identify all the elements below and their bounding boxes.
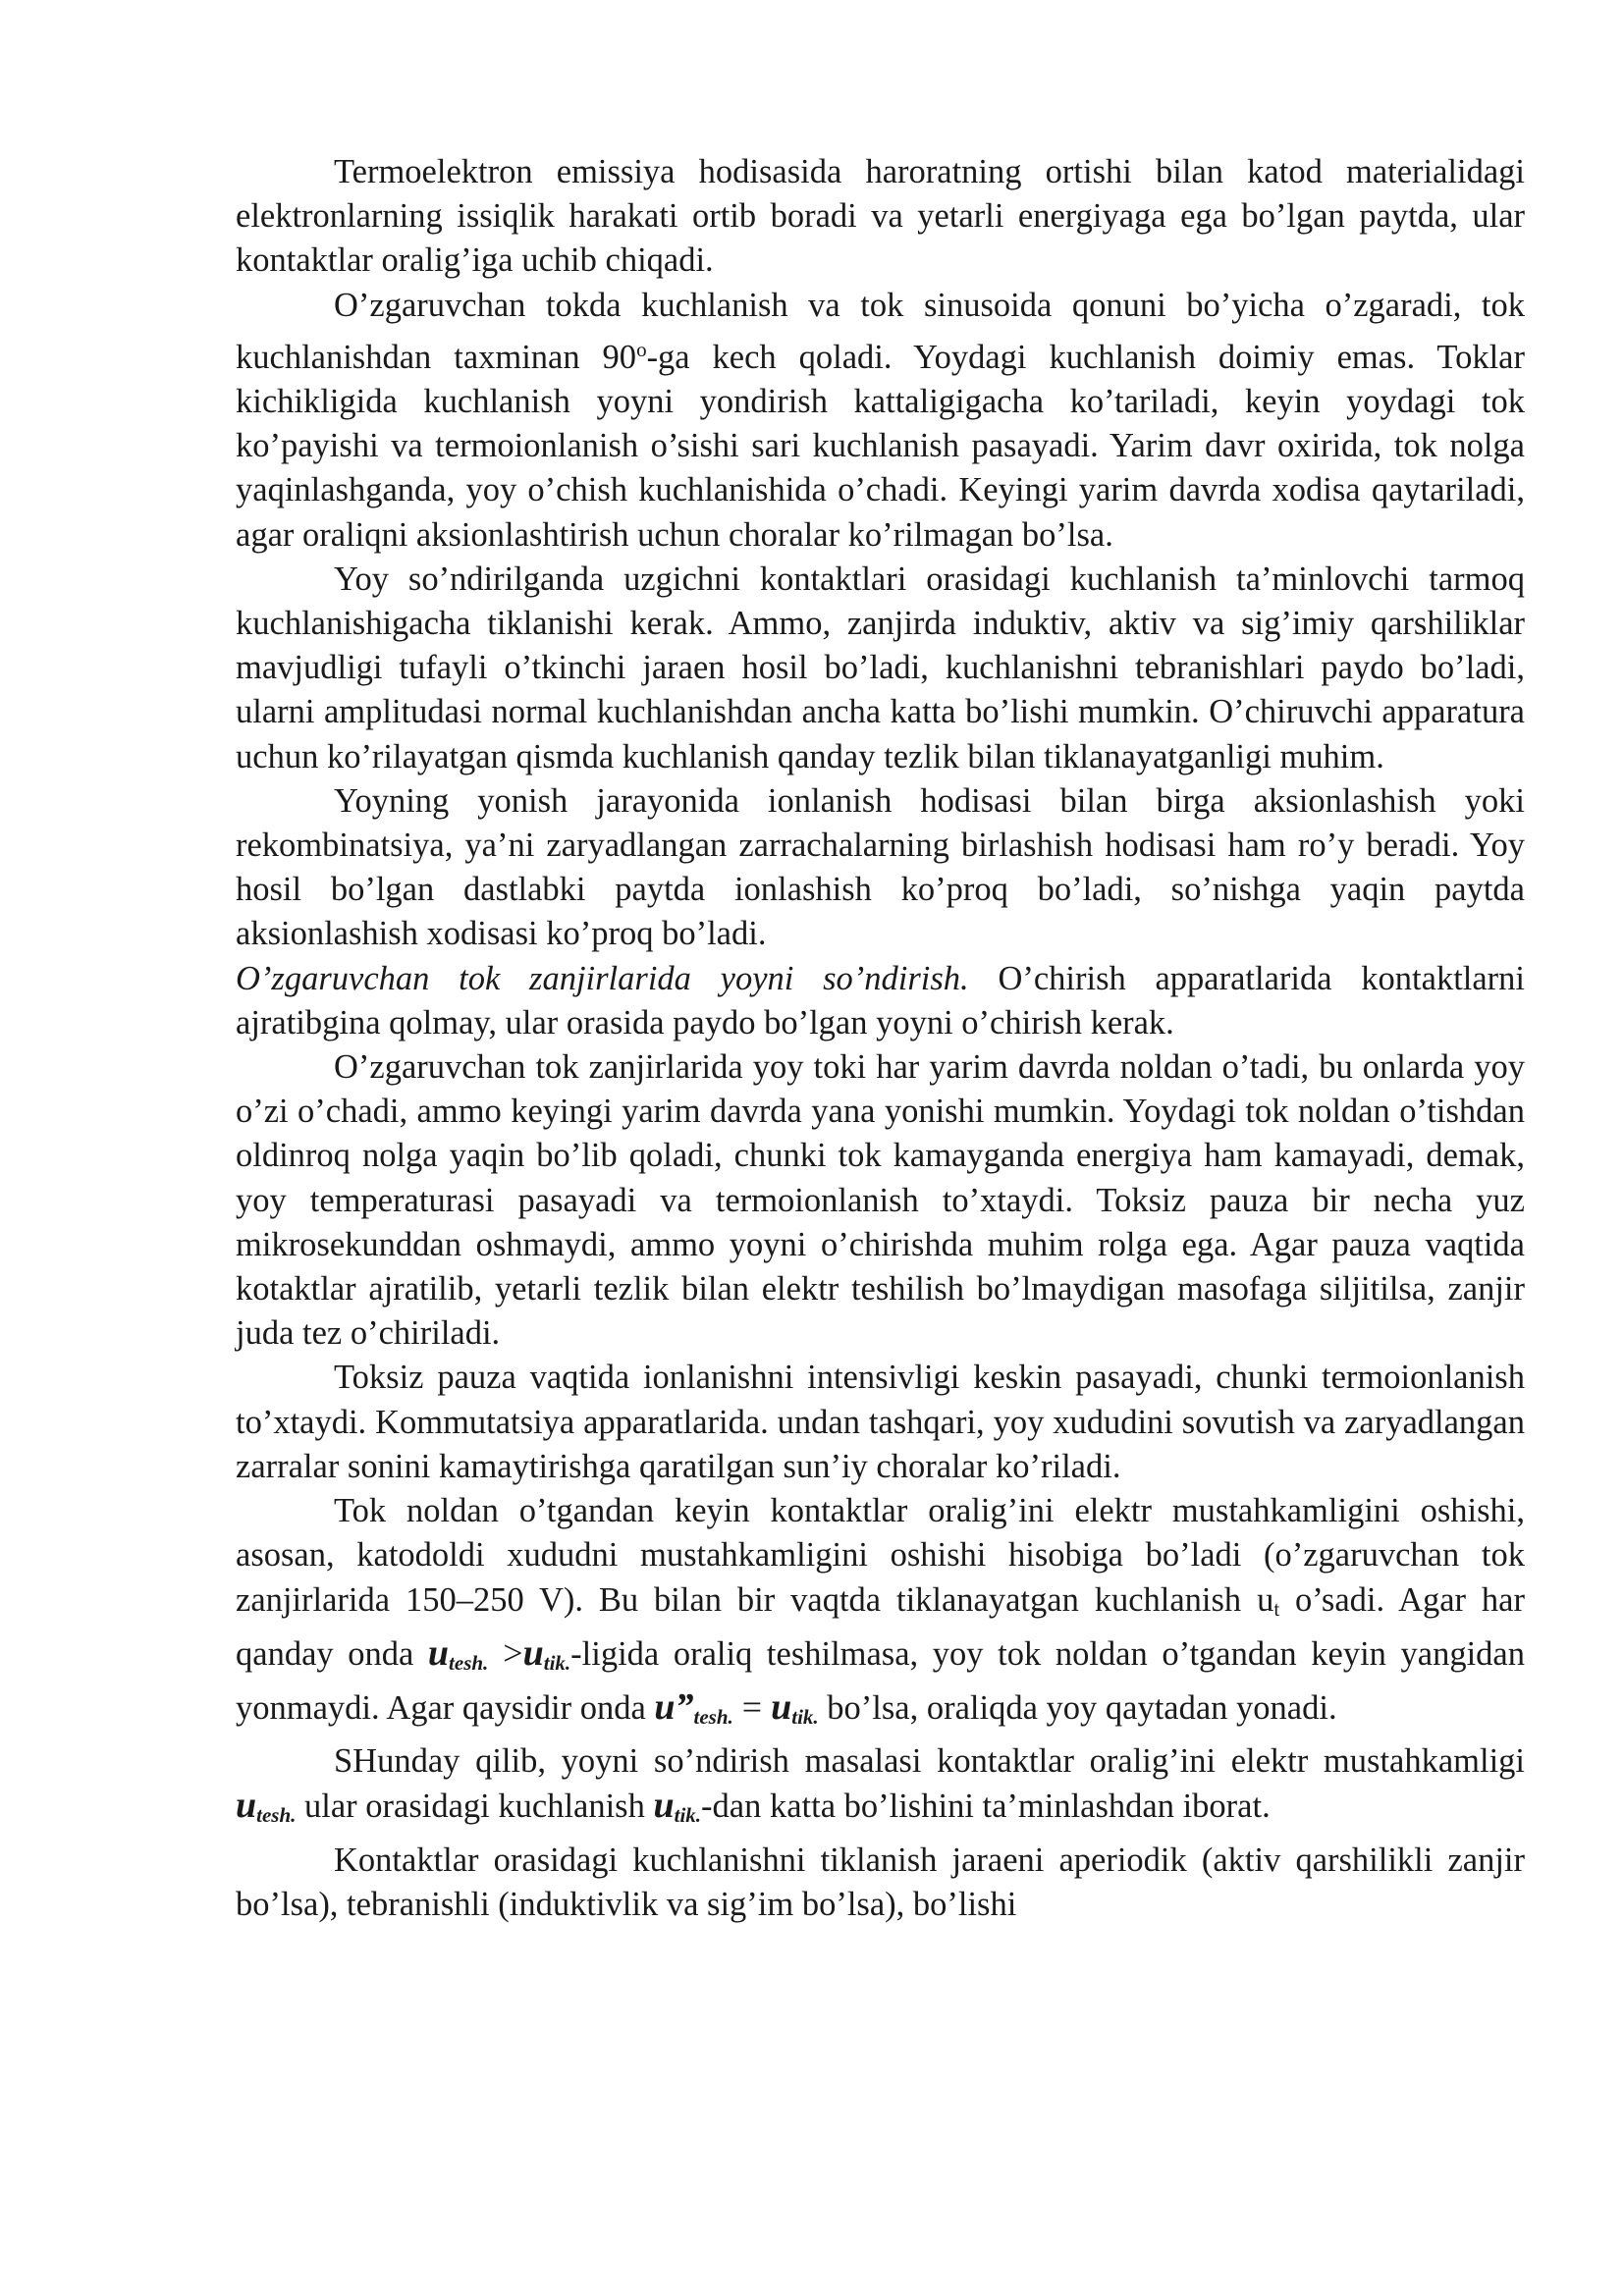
section-heading: O’zgaruvchan tok zanjirlarida yoyni so’ndirish. [236, 959, 969, 997]
paragraph-currentless-pause: Toksiz pauza vaqtida ionlanishni intensivligi keskin pasayadi, chunki termoionlanish to’xtaydi. Kommutatsiya apparatlarida. undan tashqari, yoy xududini sovutish va zaryadlangan zarralar sonini kamaytirishga qaratilgan sun’iy choralar ko’riladi. [236, 1359, 1525, 1485]
subscript: tesh. [693, 1704, 733, 1729]
subscript: tesh. [449, 1650, 489, 1675]
text-run: SHunday qilib, yoyni so’ndirish masalasi kontaktlar oralig’ini elektr mustahkamligi [334, 1742, 1525, 1781]
paragraph-ac-arc-extinction [236, 957, 1525, 1045]
paragraph-current-zero: O’zgaruvchan tok zanjirlarida yoy toki har yarim davrda noldan o’tadi, bu onlarda yoy o’zi o’chadi, ammo keyingi yarim davrda yana yonishi mumkin. Yoydagi tok noldan o’tishdan oldinroq nolga yaqin bo’lib qoladi, chunki tok kamayganda energiya ham kamayadi, demak, yoy temperaturasi pasayadi va termoionlanish to’xtaydi. Toksiz pauza bir necha yuz mikrosekunddan oshmaydi, ammo yoyni o’chirishda muhim rolga ega. Agar pauza vaqtida kotaktlar ajratilib, yetarli tezlik bilan elektr teshilish bo’lmaydigan masofaga siljitilsa, zanjir juda tez o’chiriladi. [236, 1048, 1525, 1353]
document-page [236, 150, 1525, 1927]
paragraph-voltage-recovery: Yoy so’ndirilganda uzgichni kontaktlari orasidagi kuchlanish ta’minlovchi tarmoq kuchlanishigacha tiklanishi kerak. Ammo, zanjirda induktiv, aktiv va sig’imiy qarshiliklar mavjudligi tufayli o’tkinchi jaraen hosil bo’ladi, kuchlanishni tebranishlari paydo bo’ladi, ularni amplitudasi normal kuchlanishdan ancha katta bo’lishi mumkin. O’chiruvchi apparatura uchun ko’rilayatgan qismda kuchlanish qanday tezlik bilan tiklanayatganligi muhim. [236, 560, 1525, 775]
subscript: tik. [674, 1803, 702, 1828]
paragraph-recovery-process: Kontaktlar orasidagi kuchlanishni tiklanish jaraeni aperiodik (aktiv qarshilikli zanjir bo’lsa), tebranishli (induktivlik va sig’im bo’lsa), bo’lishi [236, 1841, 1525, 1923]
subscript: tik. [791, 1704, 819, 1729]
text-run: bo’lsa, oraliqda yoy qaytadan yonadi. [818, 1688, 1337, 1727]
paragraph-thermoelectron: Termoelektron emissiya hodisasida haroratning ortishi bilan katod materialidagi elektronlarning issiqlik harakati ortib boradi va yetarli energiyaga ega bo’lgan paytda, ular kontaktlar oralig’iga uchib chiqadi. [236, 153, 1525, 280]
math-operator: = [732, 1686, 772, 1727]
text-run: Tok noldan o’tgandan keyin kontaktlar oralig’ini elektr mustahkamligini oshishi, asosan, katodoldi xududni mustahkamligini oshishi hisobiga bo’ladi (o’zgaruvchan tok zanjirlarida 150–250 V). Bu bilan bir vaqtda tiklanayatgan kuchlanish u [236, 1492, 1525, 1619]
text-run: -ga kech qoladi. Yoydagi kuchlanish doimiy emas. Toklar kichikligida kuchlanish yoyni yondirish kattaligigacha ko’tariladi, keyin yoydagi tok ko’payishi va termoionlanish o’sishi sari kuchlanish pasayadi. Yarim davr oxirida, tok nolga yaqinlashganda, yoy o’chish kuchlanishida o’chadi. Keyingi yarim davrda xodisa qaytariladi, agar oraliqni aksionlashtirish uchun choralar ko’rilmagan bo’lsa. [236, 338, 1525, 554]
math-symbol: u [522, 1631, 544, 1674]
text-run: O’chirish apparatlarida kontaktlarni ajratibgina qolmay, ular orasida paydo bo’lgan yoyni o’chirish kerak. [236, 959, 1525, 1041]
degree-superscript: o [636, 337, 647, 361]
math-symbol: u [771, 1685, 792, 1728]
math-symbol: u [654, 1685, 676, 1728]
text-run: o’sadi. Agar har qanday onda [236, 1580, 1525, 1673]
subscript: tesh. [256, 1803, 297, 1828]
text-run: ular orasidagi kuchlanish [296, 1788, 654, 1826]
paragraph-ac-voltage [236, 284, 1525, 558]
subscript: tik. [543, 1650, 571, 1675]
text-run: -dan katta bo’lishini ta’minlashdan iborat. [701, 1788, 1271, 1826]
text-run: O’zgaruvchan tokda kuchlanish va tok sinusoida qonuni bo’yicha o’zgaradi, tok kuchlanishdan taxminan 90 [236, 286, 1525, 376]
paragraph-ionization: Yoyning yonish jarayonida ionlanish hodisasi bilan birga aksionlashish yoki rekombinatsiya, ya’ni zaryadlangan zarrachalarning birlashish hodisasi ham ro’y beradi. Yoy hosil bo’lgan dastlabki paytda ionlashish ko’proq bo’ladi, so’nishga yaqin paytda aksionlashish xodisasi ko’proq bo’ladi. [236, 781, 1525, 953]
math-symbol: u [427, 1631, 450, 1674]
math-symbol: u [653, 1785, 675, 1827]
text-run: -ligida oraliq teshilmasa, yoy tok noldan o’tgandan keyin yangidan yonmaydi. Agar qaysidir onda [236, 1634, 1525, 1727]
math-prime: ” [675, 1685, 694, 1728]
paragraph-dielectric-strength [236, 1489, 1525, 1739]
math-symbol: u [236, 1785, 257, 1827]
subscript: t [1273, 1596, 1280, 1621]
math-operator: > [488, 1632, 523, 1673]
paragraph-conclusion [236, 1739, 1525, 1838]
